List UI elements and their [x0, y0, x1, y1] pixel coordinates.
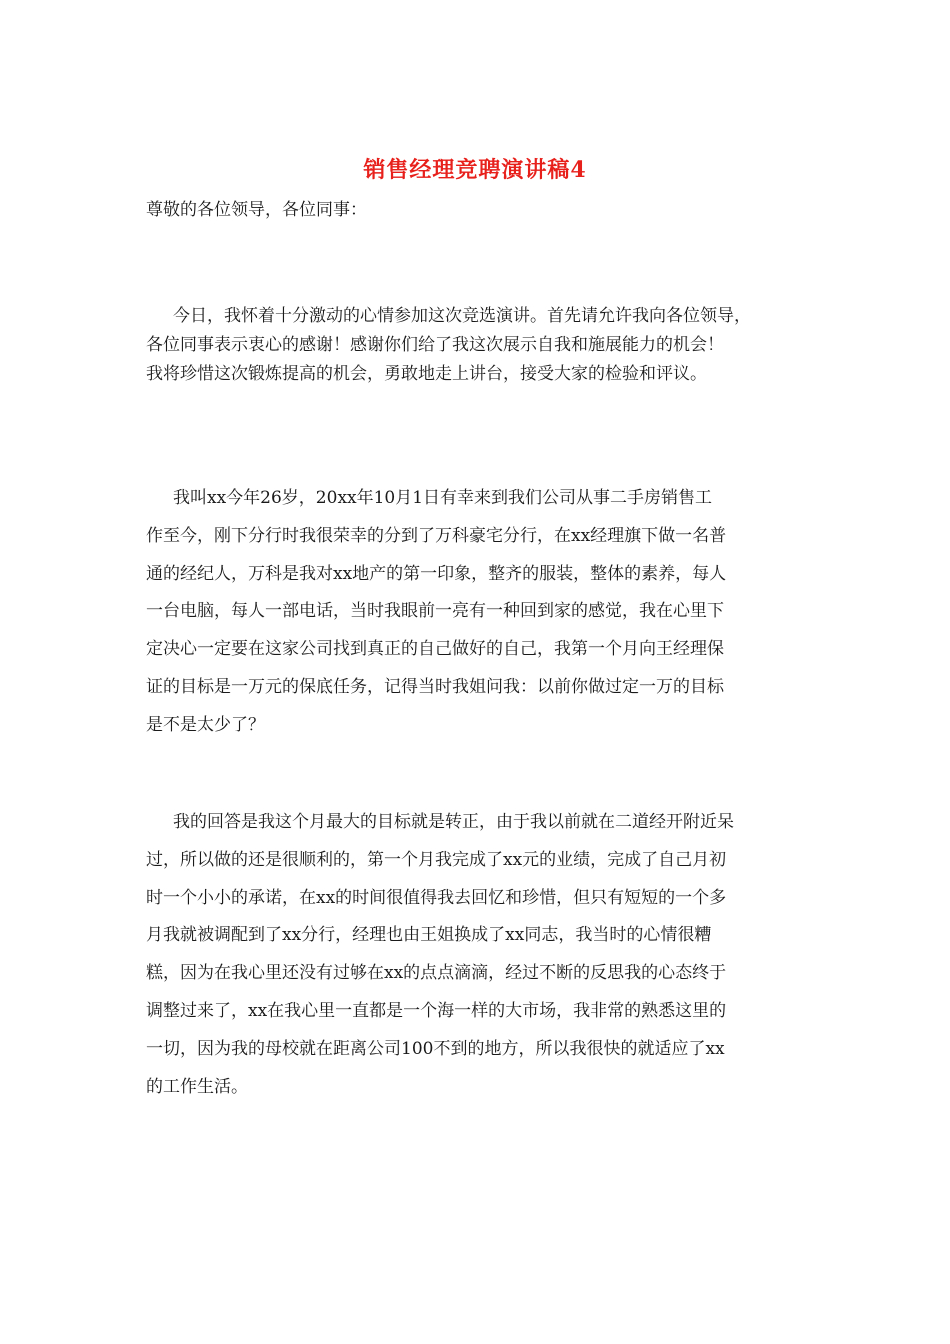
paragraph-2: [146, 480, 826, 745]
paragraph-line: 一切，因为我的母校就在距离公司100不到的地方，所以我很快的就适应了xx: [146, 1038, 725, 1059]
paragraph-line: 调整过来了，xx在我心里一直都是一个海一样的大市场，我非常的熟悉这里的: [146, 1000, 727, 1021]
paragraph-line: 月我就被调配到了xx分行，经理也由王姐换成了xx同志，我当时的心情很糟: [146, 925, 712, 946]
paragraph-line: 定决心一定要在这家公司找到真正的自己做好的自己，我第一个月向王经理保: [146, 639, 724, 660]
paragraph-line: 作至今，刚下分行时我很荣幸的分到了万科豪宅分行，在xx经理旗下做一名普: [146, 525, 727, 546]
greeting-line: 尊敬的各位领导，各位同事：: [146, 200, 367, 220]
paragraph-line: 过，所以做的还是很顺利的，第一个月我完成了xx元的业绩，完成了自己月初: [146, 849, 727, 870]
paragraph-line: 我叫xx今年26岁，20xx年10月1日有幸来到我们公司从事二手房销售工: [173, 488, 713, 508]
paragraph-1: [146, 302, 826, 389]
paragraph-line: 糕，因为在我心里还没有过够在xx的点点滴滴，经过不断的反思我的心态终于: [146, 963, 727, 984]
paragraph-line: 我的回答是我这个月最大的目标就是转正，由于我以前就在二道经开附近呆: [173, 812, 734, 832]
paragraph-line: 证的目标是一万元的保底任务，记得当时我姐问我：以前你做过定一万的目标: [146, 676, 724, 697]
paragraph-line: 的工作生活。: [146, 1076, 248, 1097]
paragraph-line: 各位同事表示衷心的感谢！感谢你们给了我这次展示自我和施展能力的机会！: [146, 335, 724, 355]
paragraph-line: 是不是太少了？: [146, 714, 265, 735]
paragraph-line: 通的经纪人，万科是我对xx地产的第一印象，整齐的服装，整体的素养，每人: [146, 563, 727, 584]
paragraph-line: 我将珍惜这次锻炼提高的机会，勇敢地走上讲台，接受大家的检验和评议。: [146, 364, 707, 384]
paragraph-line: 时一个小小的承诺，在xx的时间很值得我去回忆和珍惜，但只有短短的一个多: [146, 887, 727, 908]
document-title: 销售经理竞聘演讲稿4: [363, 157, 587, 183]
paragraph-line: 一台电脑，每人一部电话，当时我眼前一亮有一种回到家的感觉，我在心里下: [146, 601, 724, 622]
paragraph-line: 今日，我怀着十分激动的心情参加这次竞选演讲。首先请允许我向各位领导，: [173, 306, 751, 326]
paragraph-3: [146, 804, 826, 1106]
